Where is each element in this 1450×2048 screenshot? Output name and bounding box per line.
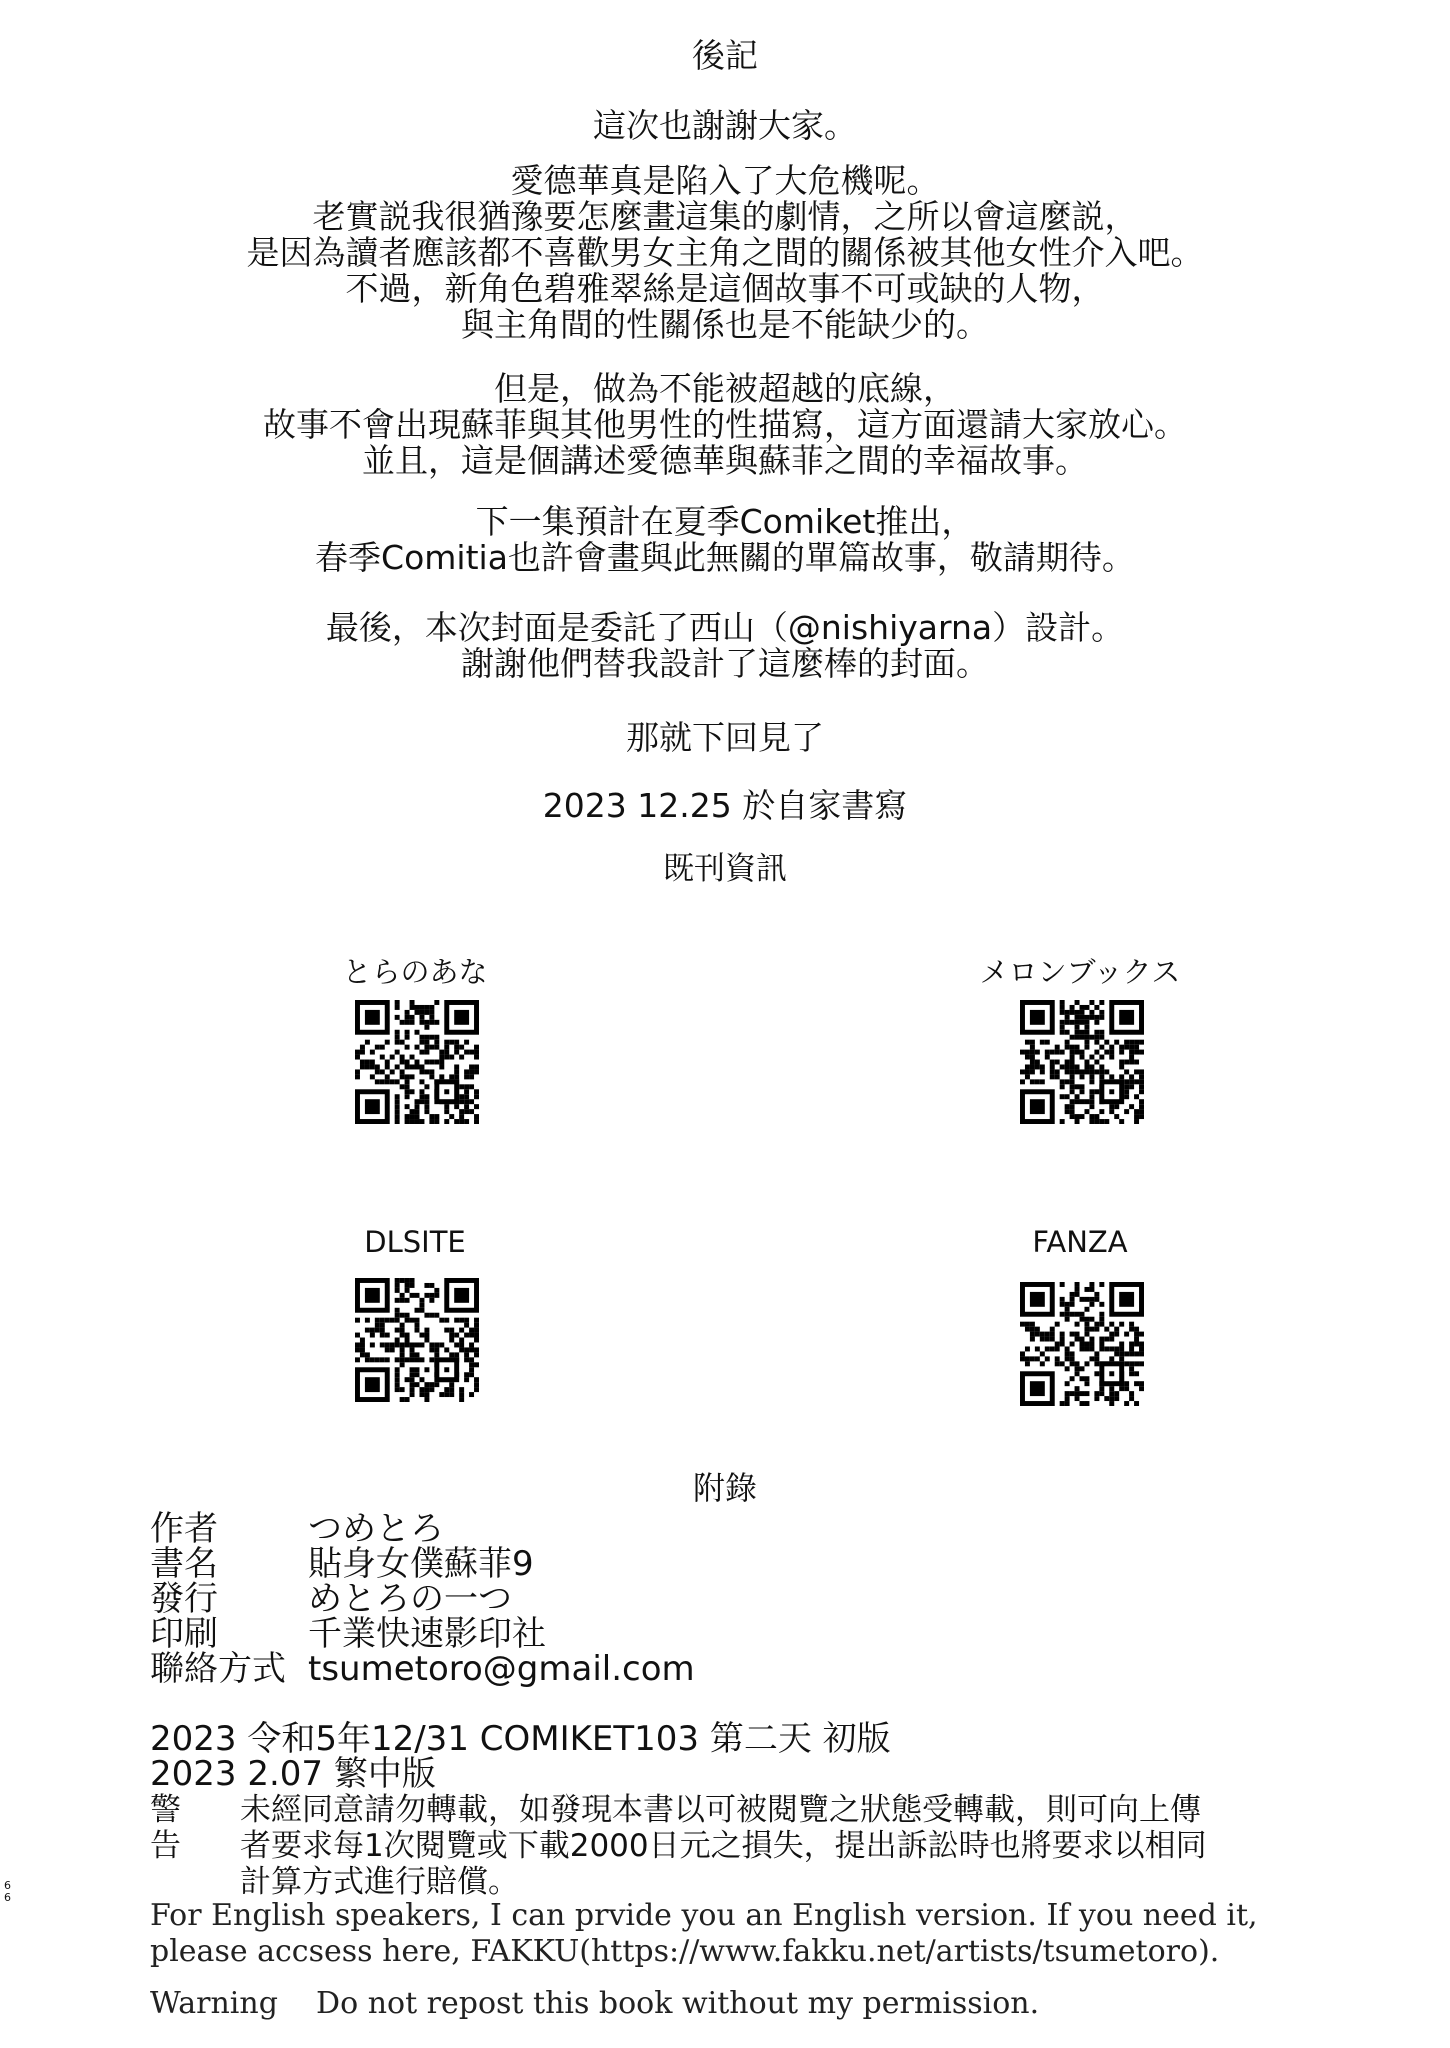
afterword-date: 2023 12.25 於自家書寫 [542,786,908,825]
english-warning: Warning Do not repost this book without my permission. [150,1986,1040,2021]
colophon-row-contact [150,1649,695,1689]
afterword-greeting: 這次也謝謝大家。 [593,106,857,145]
store-label-dlsite: DLSITE [364,1225,466,1259]
english-notice [150,1898,1258,1970]
text-line: 但是，做為不能被超越的底線， [494,369,956,408]
afterword-paragraph-3 [0,504,1450,576]
page-number [4,1880,11,1904]
colophon-key: 作者 [150,1509,218,1549]
colophon-key: 聯絡方式 [150,1649,286,1689]
text-line: 計算方式進行賠償。 [240,1864,519,1900]
text-line: 故事不會出現蘇菲與其他男性的性描寫，這方面還請大家放心。 [263,405,1187,444]
colophon-key: 印刷 [150,1614,218,1654]
text-line: 最後，本次封面是委託了西山（@nishiyarna）設計。 [325,608,1125,647]
afterword-paragraph-2 [0,371,1450,479]
publications-heading: 既刊資訊 [663,851,787,887]
colophon-value: 千業快速影印社 [308,1614,546,1654]
colophon-key: 發行 [150,1579,218,1619]
colophon-row-printer [150,1614,546,1654]
text-line: 愛德華真是陷入了大危機呢。 [510,161,940,200]
store-label-melonbooks: メロンブックス [979,955,1181,989]
page-number-digit: 6 [4,1879,11,1892]
text-line: For English speakers, I can prvide you an English version. If you need it, [150,1898,1258,1933]
warning-text [240,1792,1440,1900]
colophon-key: 書名 [150,1544,218,1584]
text-line: 是因為讀者應該都不喜歡男女主角之間的關係被其他女性介入吧。 [246,233,1204,272]
text-line: please accsess here, FAKKU(https://www.fakku.net/artists/tsumetoro). [150,1934,1220,1969]
text-line: 老實説我很猶豫要怎麼畫這集的劇情，之所以會這麼説， [312,197,1138,236]
colophon-value: 貼身女僕蘇菲9 [308,1544,534,1584]
afterword-title: 後記 [692,36,758,75]
colophon-row-author [150,1509,444,1549]
text-line: 與主角間的性關係也是不能缺少的。 [461,305,989,344]
edition-traditional-chinese: 2023 2.07 繁中版 [150,1754,436,1794]
qr-code-icon[interactable] [1020,1000,1144,1124]
qr-code-icon[interactable] [355,1278,479,1402]
colophon-row-publisher [150,1579,512,1619]
colophon-heading: 附錄 [692,1469,757,1507]
text-line: 未經同意請勿轉載，如發現本書以可被閱覽之狀態受轉載，則可向上傳 [240,1792,1201,1828]
text-line: 春季Comitia也許會畫與此無關的單篇故事，敬請期待。 [315,538,1135,577]
colophon-value: めとろの一つ [308,1579,512,1619]
afterword-farewell: 那就下回見了 [626,718,824,757]
qr-code-icon[interactable] [1020,1282,1144,1406]
colophon-value: つめとろ [308,1509,444,1549]
afterword-paragraph-4 [0,610,1450,682]
afterword-paragraph-1 [0,163,1450,343]
text-line: 並且，這是個講述愛德華與蘇菲之間的幸福故事。 [362,441,1088,480]
text-line: 不過，新角色碧雅翠絲是這個故事不可或缺的人物， [345,269,1105,308]
qr-code-icon[interactable] [355,1000,479,1124]
contact-email: tsumetoro@gmail.com [308,1649,695,1689]
store-label-toranoana: とらのあな [342,955,488,989]
colophon-row-title [150,1544,534,1584]
warning-label: 警告 [150,1792,181,1864]
edition-first: 2023 令和5年12/31 COMIKET103 第二天 初版 [150,1719,891,1759]
text-line: 下一集預計在夏季Comiket推出， [475,502,975,541]
text-line: 謝謝他們替我設計了這麼棒的封面。 [461,644,989,683]
page-number-digit: 6 [4,1891,11,1904]
text-line: 者要求每1次閱覽或下載2000日元之損失，提出訴訟時也將要求以相同 [240,1828,1207,1864]
store-label-fanza: FANZA [1032,1225,1128,1259]
